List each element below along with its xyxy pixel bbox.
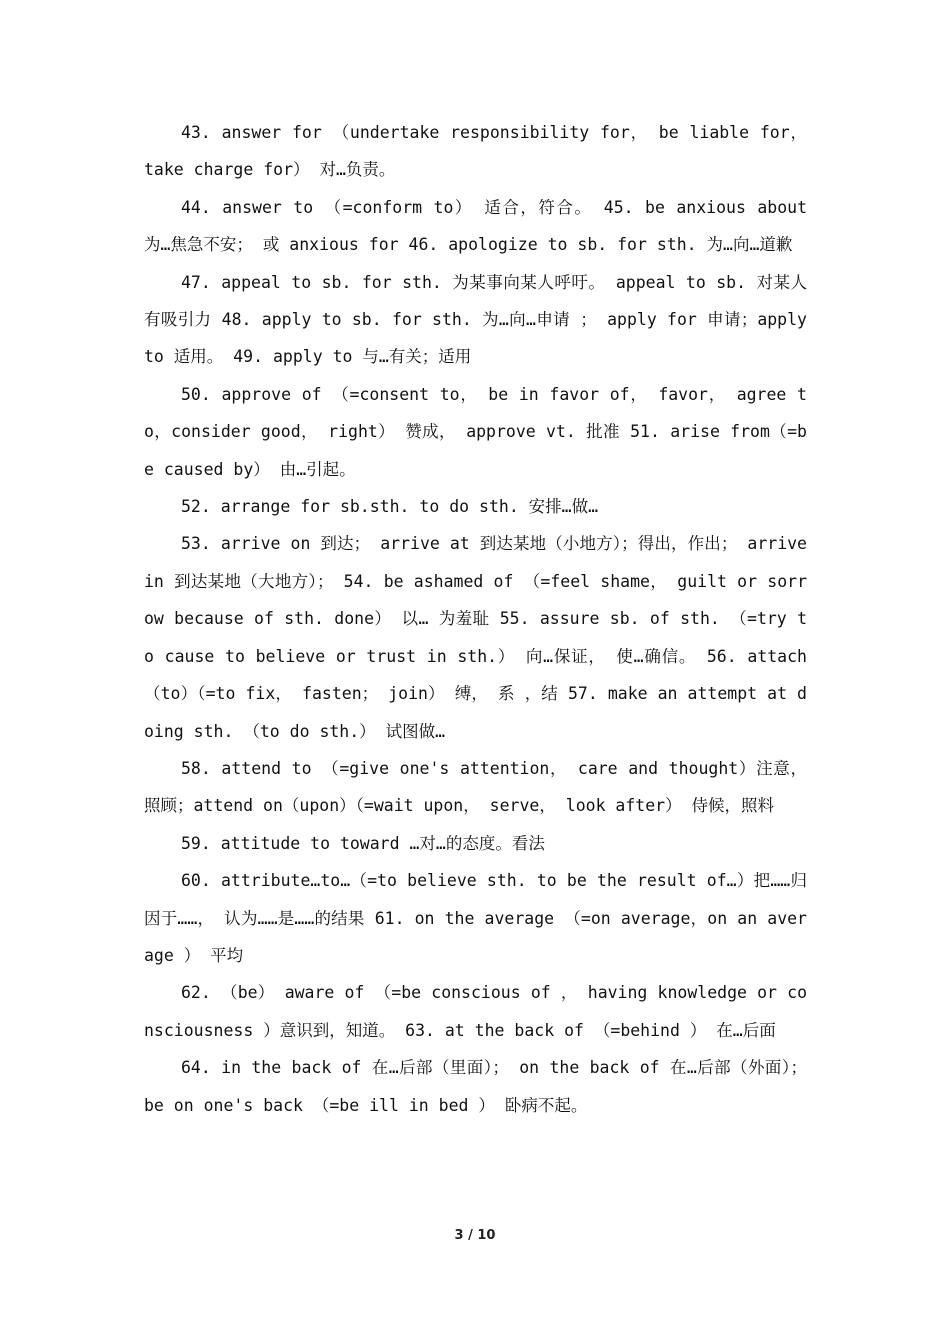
page-number: 3 / 10 [454, 1228, 496, 1243]
paragraph-59: 59. attitude to toward …对…的态度。看法 [181, 833, 545, 853]
paragraph-64: 64. in the back of 在…后部（里面）； on the back of 在…后部（外面）； be on one's back （=be ill in bed ） 卧病不起。 [144, 1058, 807, 1115]
paragraph-44-46: 44. answer to （=conform to） 适合，符合。 45. be anxious about 为…焦急不安； 或 anxious for 46. apologize to sb. for sth. 为…向…道歉 [144, 197, 807, 255]
paragraph-53-57: 53. arrive on 到达； arrive at 到达某地（小地方）；得出，作出； arrive in 到达某地（大地方）； 54. be ashamed of （=feel shame， guilt or sorrow because of sth. done） 以… 为羞耻 55. assure sb. of sth. （=try to cause to believe or trust in sth.） 向…保证， 使…确信。 56. attach（to）（=to fix， fasten； join） 缚， 系 ，结 57. make an attempt at doing sth. （to do sth.） 试图做… [144, 534, 807, 741]
paragraph-60-61: 60. attribute…to…（=to believe sth. to be the result of…）把……归因于……， 认为……是……的结果 61. on the average （=on average，on an average ） 平均 [144, 871, 807, 965]
paragraph-62-63: 62. （be） aware of （=be conscious of ， having knowledge or consciousness ）意识到，知道。 63. at the back of （=behind ） 在…后面 [144, 983, 807, 1040]
paragraph-52: 52. arrange for sb.sth. to do sth. 安排…做… [181, 497, 599, 517]
paragraph-50-51: 50. approve of （=consent to， be in favor of， favor， agree to，consider good， right） 赞成， approve vt. 批准 51. arise from（=be caused by） 由…引起。 [144, 384, 807, 479]
paragraph-43: 43. answer for （undertake responsibility for， be liable for， take charge for） 对…负责。 [144, 123, 807, 180]
document-body [144, 114, 807, 1124]
paragraph-47-49: 47. appeal to sb. for sth. 为某事向某人呼吁。 appeal to sb. 对某人有吸引力 48. apply to sb. for sth. 为…向…申请 ； apply for 申请；apply to 适用。 49. apply to 与…有关；适用 [144, 272, 807, 367]
paragraph-58: 58. attend to （=give one's attention， care and thought）注意，照顾；attend on（upon）（=wait upon， serve， look after） 侍候，照料 [144, 758, 807, 816]
